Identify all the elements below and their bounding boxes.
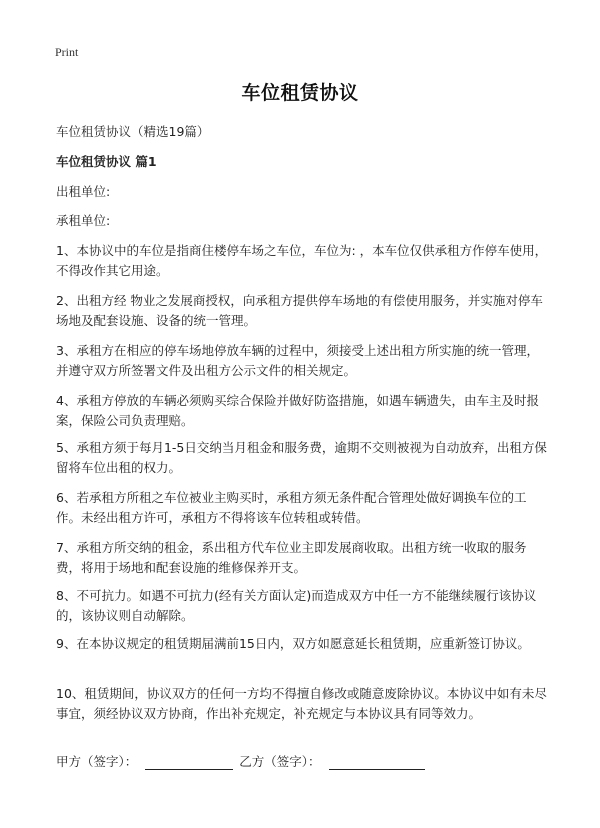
clause-10: 10、租赁期间，协议双方的任何一方均不得擅自修改或随意废除协议。本协议中如有未尽事宜，须经协议双方协商，作出补充规定，补充规定与本协议具有同等效力。 xyxy=(56,686,547,721)
clause-2: 2、出租方经 物业之发展商授权，向承租方提供停车场地的有偿使用服务，并实施对停车场地及配套设施、设备的统一管理。 xyxy=(56,293,543,328)
clause-1: 1、本协议中的车位是指商住楼停车场之车位，车位为: ，本车位仅供承租方作停车使用，不得改作其它用途。 xyxy=(56,243,548,278)
clause-6: 6、若承租方所租之车位被业主购买时，承租方须无条件配合管理处做好调换车位的工作。未经出租方许可，承租方不得将该车位转租或转借。 xyxy=(56,490,527,525)
document-title: 车位租赁协议 xyxy=(241,82,359,104)
section-heading: 车位租赁协议 篇1 xyxy=(56,154,157,169)
lessor-field: 出租单位: xyxy=(56,184,111,199)
clause-8: 8、不可抗力。如遇不可抗力(经有关方面认定)而造成双方中任一方不能继续履行该协议的，该协议则自动解除。 xyxy=(56,588,537,623)
party-a-label: 甲方（签字）： xyxy=(56,754,138,769)
party-a-signature-line xyxy=(145,755,233,770)
document-subtitle: 车位租赁协议（精选19篇） xyxy=(56,124,210,139)
signature-row xyxy=(56,752,431,770)
clause-9: 9、在本协议规定的租赁期届满前15日内，双方如愿意延长租赁期，应重新签订协议。 xyxy=(56,636,530,651)
lessee-field: 承租单位: xyxy=(56,213,111,228)
clause-5: 5、承租方须于每月1-5日交纳当月租金和服务费，逾期不交则被视为自动放弃，出租方保留将车位出租的权力。 xyxy=(56,440,547,475)
clause-7: 7、承租方所交纳的租金，系出租方代车位业主即发展商收取。出租方统一收取的服务费，将用于场地和配套设施的维修保养开支。 xyxy=(56,540,527,575)
print-link[interactable]: Print xyxy=(55,45,79,59)
party-b-label: 乙方（签字）： xyxy=(239,754,321,769)
clause-3: 3、承租方在相应的停车场地停放车辆的过程中，须接受上述出租方所实施的统一管理，并遵守双方所签署文件及出租方公示文件的相关规定。 xyxy=(56,343,539,378)
clause-4: 4、承租方停放的车辆必须购买综合保险并做好防盗措施，如遇车辆遗失，由车主及时报案，保险公司负责理赔。 xyxy=(56,393,539,428)
party-b-signature-line xyxy=(329,755,425,770)
